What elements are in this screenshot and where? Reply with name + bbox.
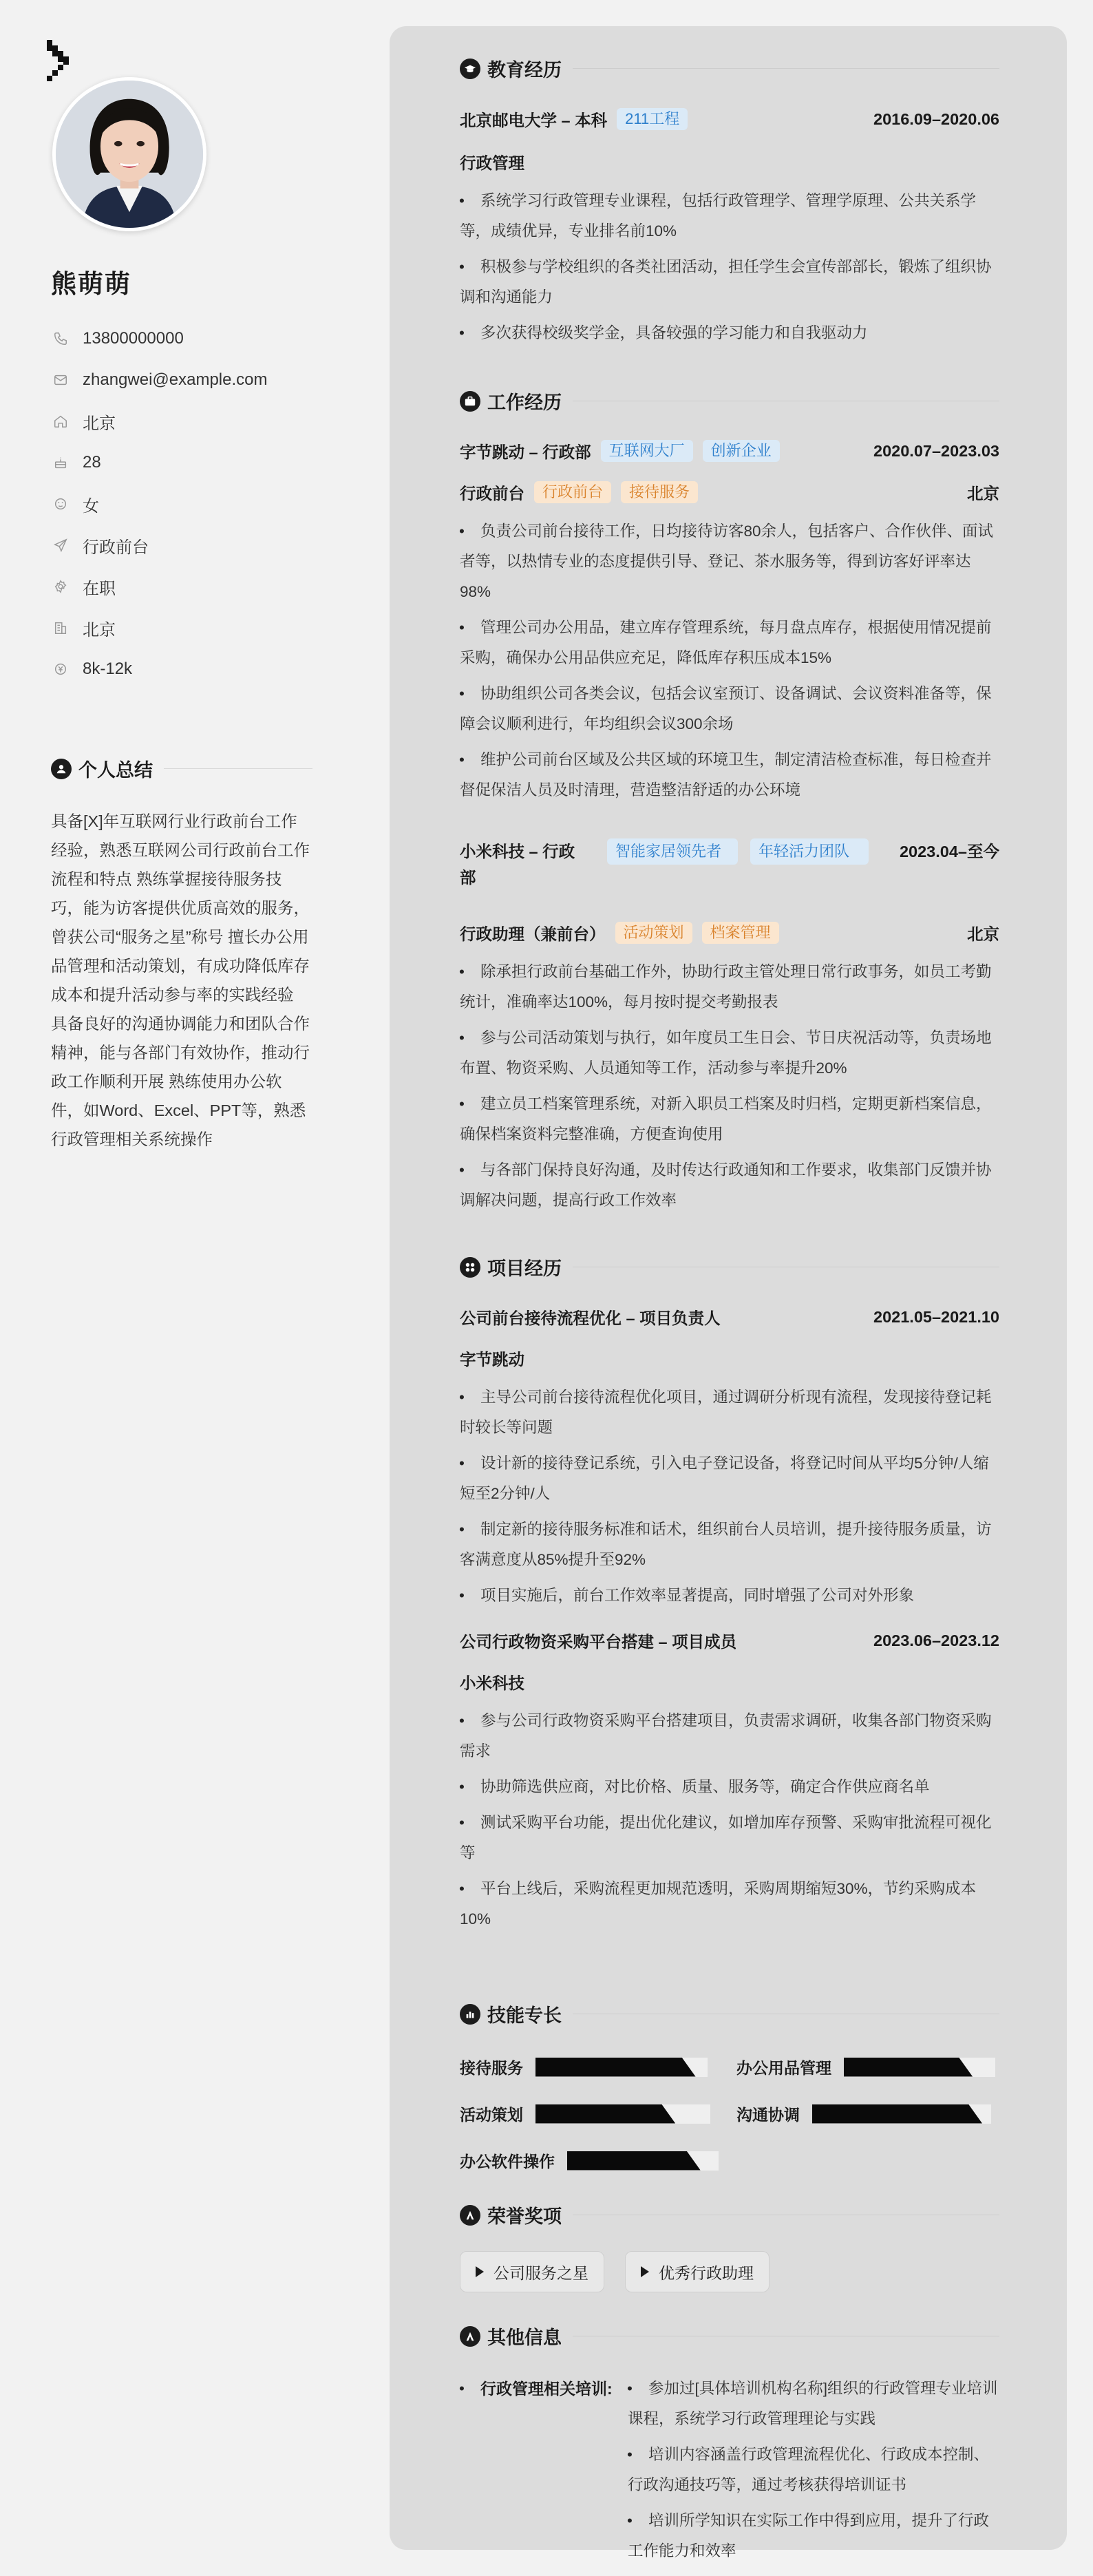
job2-company-row — [460, 838, 999, 900]
project2-org-text: 小米科技 — [460, 1674, 524, 1692]
project1-row — [460, 1305, 999, 1329]
job1-tag-2: 创新企业 — [703, 440, 780, 462]
skill-bar — [567, 2151, 719, 2171]
list-item: • 协助筛选供应商，对比价格、质量、服务等，确定合作供应商名单 — [460, 1772, 999, 1802]
skill-bar — [844, 2058, 995, 2077]
logo-icon — [45, 40, 72, 81]
graduation-cap-icon — [460, 59, 480, 79]
gender-icon — [51, 494, 70, 514]
mail-icon — [51, 370, 70, 390]
other-label: • 行政管理相关培训: — [459, 2380, 613, 2398]
skill-reception — [460, 2056, 708, 2078]
list-item: • 主导公司前台接待流程优化项目，通过调研分析现有流程，发现接待登记耗时较长等问题 — [460, 1382, 999, 1443]
left-column — [0, 0, 390, 2576]
send-icon — [51, 536, 70, 555]
contact-position — [51, 525, 340, 566]
contact-salary-text: 8k-12k — [83, 659, 133, 678]
award-item: 优秀行政助理 — [625, 2251, 770, 2292]
awards-title: 荣誉奖项 — [487, 2206, 562, 2227]
work-title: 工作经历 — [487, 392, 562, 413]
list-item: • 参与公司活动策划与执行，如年度员工生日会、节日庆祝活动等，负责场地布置、物资采购、人员通知等工作，活动参与率提升20% — [460, 1023, 999, 1084]
skill-office-supplies — [736, 2056, 995, 2078]
project2-org — [460, 1670, 999, 1693]
contact-gender-text: 女 — [83, 496, 99, 516]
skill-bar-fill — [812, 2104, 982, 2124]
briefcase-icon — [460, 391, 480, 412]
list-item: • 平台上线后，采购流程更加规范透明，采购周期缩短30%，节约采购成本10% — [460, 1874, 999, 1934]
list-item: • 培训内容涵盖行政管理流程优化、行政成本控制、行政沟通技巧等，通过考核获得培训证书 — [628, 2440, 999, 2500]
contact-hometown-text: 北京 — [83, 414, 116, 433]
education-major — [460, 150, 999, 173]
education-school: 北京邮电大学 – 本科 — [460, 112, 608, 129]
job1-city: 北京 — [967, 485, 999, 503]
education-major-text: 行政管理 — [460, 154, 524, 172]
skill-event-planning — [460, 2102, 710, 2125]
contact-email — [51, 359, 340, 401]
job2-city: 北京 — [967, 925, 999, 943]
avatar — [52, 77, 206, 231]
awards-list — [460, 2251, 999, 2294]
education-date: 2016.09–2020.06 — [873, 109, 999, 128]
job1-bullets — [460, 516, 999, 805]
job2-role-row — [460, 921, 999, 944]
profile-name: 熊萌萌 — [51, 270, 131, 298]
summary-title: 个人总结 — [78, 760, 153, 781]
contact-email-text: zhangwei@example.com — [83, 370, 268, 389]
job2-role-tag-1: 活动策划 — [615, 922, 692, 944]
job2-bullets — [460, 957, 999, 1216]
project1-org — [460, 1347, 999, 1370]
award-item: 公司服务之星 — [460, 2251, 604, 2292]
work-heading — [460, 388, 999, 414]
list-item: • 系统学习行政管理专业课程，包括行政管理学、管理学原理、公共关系学等，成绩优异，专业排名前10% — [460, 186, 999, 246]
skill-name: 办公用品管理 — [736, 2059, 831, 2077]
job2-tag-2: 年轻活力团队 — [750, 838, 869, 865]
skill-name: 接待服务 — [460, 2059, 523, 2077]
list-item: • 制定新的接待服务标准和话术，组织前台人员培训，提升接待服务质量，访客满意度从85%提升至92% — [460, 1514, 999, 1575]
skill-name: 沟通协调 — [736, 2106, 800, 2124]
job1-tag-1: 互联网大厂 — [601, 440, 693, 462]
list-item: • 项目实施后，前台工作效率显著提高，同时增强了公司对外形象 — [460, 1581, 999, 1611]
skill-name: 活动策划 — [460, 2106, 523, 2124]
summary-heading — [51, 755, 312, 782]
contact-age — [51, 442, 340, 483]
list-item: • 积极参与学校组织的各类社团活动，担任学生会宣传部部长，锻炼了组织协调和沟通能力 — [460, 252, 999, 313]
cake-icon — [51, 453, 70, 472]
education-tag: 211工程 — [617, 108, 688, 130]
job2-tag-1: 智能家居领先者 — [607, 838, 738, 865]
grid-icon — [460, 1257, 480, 1278]
home-icon — [51, 412, 70, 431]
gear-icon — [51, 577, 70, 596]
job2-role-tag-2: 档案管理 — [702, 922, 779, 944]
list-item: • 培训所学知识在实际工作中得到应用，提升了行政工作能力和效率 — [628, 2506, 999, 2566]
building-icon — [51, 618, 70, 637]
skill-name: 办公软件操作 — [460, 2153, 555, 2171]
contact-phone — [51, 318, 340, 359]
education-school-row — [460, 107, 999, 131]
play-icon — [476, 2266, 484, 2277]
skill-bar-fill — [535, 2104, 675, 2124]
job1-date: 2020.07–2023.03 — [873, 441, 999, 460]
list-item: • 除承担行政前台基础工作外，协助行政主管处理日常行政事务，如员工考勤统计，准确率达100%，每月按时提交考勤报表 — [460, 957, 999, 1017]
summary-text: 具备[X]年互联网行业行政前台工作经验，熟悉互联网公司行政前台工作流程和特点 熟练掌握接待服务技巧，能为访客提供优质高效的服务，曾获公司“服务之星”称号 擅长办公用品管理和活动策划，有成功降低库存成本和提升活动参与率的实践经验 具备良好的沟通协调能力和团队合作精神，能与各部门有效协作，推动行政工作顺利开展 熟练使用办公软件，如Word、Excel、PPT等，熟悉行政管理相关系统操作 — [51, 812, 310, 1148]
list-item: • 参加过[具体培训机构名称]组织的行政管理专业培训课程，系统学习行政管理理论与实践 — [628, 2374, 999, 2434]
skill-office-software — [460, 2149, 719, 2172]
contact-phone-text: 13800000000 — [83, 329, 184, 348]
project2-bullets — [460, 1706, 999, 1934]
project2-name: 公司行政物资采购平台搭建 – 项目成员 — [460, 1633, 737, 1651]
summary-divider — [164, 768, 312, 769]
list-item: • 与各部门保持良好沟通，及时传达行政通知和工作要求，收集部门反馈并协调解决问题，提高行政工作效率 — [460, 1155, 999, 1216]
project1-date: 2021.05–2021.10 — [873, 1307, 999, 1326]
other-title: 其他信息 — [487, 2327, 562, 2348]
award-icon — [460, 2205, 480, 2226]
skill-bar — [535, 2058, 708, 2077]
skill-bar — [535, 2104, 710, 2124]
other-bullets — [628, 2374, 999, 2566]
list-item: • 协助组织公司各类会议，包括会议室预订、设备调试、会议资料准备等，保障会议顺利进行，年均组织会议300余场 — [460, 679, 999, 739]
project1-org-text: 字节跳动 — [460, 1351, 524, 1369]
project2-date: 2023.06–2023.12 — [873, 1631, 999, 1649]
job1-role: 行政前台 — [460, 485, 524, 503]
list-item: • 建立员工档案管理系统，对新入职员工档案及时归档，定期更新档案信息，确保档案资料完整准确，方便查询使用 — [460, 1089, 999, 1150]
job2-company: 小米科技 – 行政 部 — [460, 843, 575, 887]
person-icon — [51, 759, 72, 779]
play-icon — [641, 2266, 649, 2277]
contact-hometown — [51, 401, 340, 442]
job1-role-row — [460, 481, 999, 504]
skill-bar — [812, 2104, 991, 2124]
list-item: • 管理公司办公用品，建立库存管理系统，每月盘点库存，根据使用情况提前采购，确保办公用品供应充足，降低库存积压成本15% — [460, 613, 999, 673]
skill-bar-fill — [535, 2058, 696, 2077]
other-heading — [460, 2323, 999, 2350]
contact-status — [51, 566, 340, 607]
contact-status-text: 在职 — [83, 579, 116, 598]
awards-heading — [460, 2202, 999, 2228]
contact-position-text: 行政前台 — [83, 538, 149, 557]
job1-role-tag-2: 接待服务 — [621, 481, 698, 503]
contact-age-text: 28 — [83, 453, 101, 472]
bar-chart-icon — [460, 2004, 480, 2025]
job1-company-row — [460, 439, 999, 463]
skills-heading — [460, 2000, 999, 2027]
education-bullets — [460, 186, 999, 348]
job1-role-tag-1: 行政前台 — [534, 481, 611, 503]
coin-icon — [51, 659, 70, 679]
contact-city — [51, 607, 340, 648]
list-item: • 设计新的接待登记系统，引入电子登记设备，将登记时间从平均5分钟/人缩短至2分钟/人 — [460, 1448, 999, 1509]
project1-name: 公司前台接待流程优化 – 项目负责人 — [460, 1309, 721, 1327]
list-item: • 测试采购平台功能，提出优化建议，如增加库存预警、采购审批流程可视化等 — [460, 1808, 999, 1868]
job2-date: 2023.04–至今 — [899, 843, 999, 861]
contact-list — [51, 318, 340, 690]
contact-salary — [51, 648, 340, 690]
contact-city-text: 北京 — [83, 620, 116, 640]
projects-title: 项目经历 — [487, 1258, 562, 1279]
skill-bar-fill — [844, 2058, 973, 2077]
main-panel — [390, 26, 1067, 2559]
list-item: • 维护公司前台区域及公共区域的环境卫生，制定清洁检查标准，每日检查并督促保洁人员及时清理，营造整洁舒适的办公环境 — [460, 745, 999, 805]
contact-gender — [51, 483, 340, 525]
job2-role: 行政助理（兼前台） — [460, 925, 606, 943]
list-item: • 负责公司前台接待工作，日均接待访客80余人，包括客户、合作伙伴、面试者等，以热情专业的态度提供引导、登记、茶水服务等，得到访客好评率达98% — [460, 516, 999, 607]
info-icon — [460, 2326, 480, 2347]
skill-communication — [736, 2102, 991, 2125]
project2-row — [460, 1629, 999, 1652]
education-divider — [573, 68, 999, 69]
education-heading — [460, 55, 999, 82]
project1-bullets — [460, 1382, 999, 1611]
skill-bar-fill — [567, 2151, 701, 2171]
list-item: • 多次获得校级奖学金，具备较强的学习能力和自我驱动力 — [460, 318, 999, 348]
phone-icon — [51, 329, 70, 348]
education-title: 教育经历 — [487, 60, 562, 81]
list-item: • 参与公司行政物资采购平台搭建项目，负责需求调研，收集各部门物资采购需求 — [460, 1706, 999, 1766]
job1-company: 字节跳动 – 行政部 — [460, 443, 591, 461]
projects-heading — [460, 1254, 999, 1280]
skills-title: 技能专长 — [487, 2005, 562, 2026]
